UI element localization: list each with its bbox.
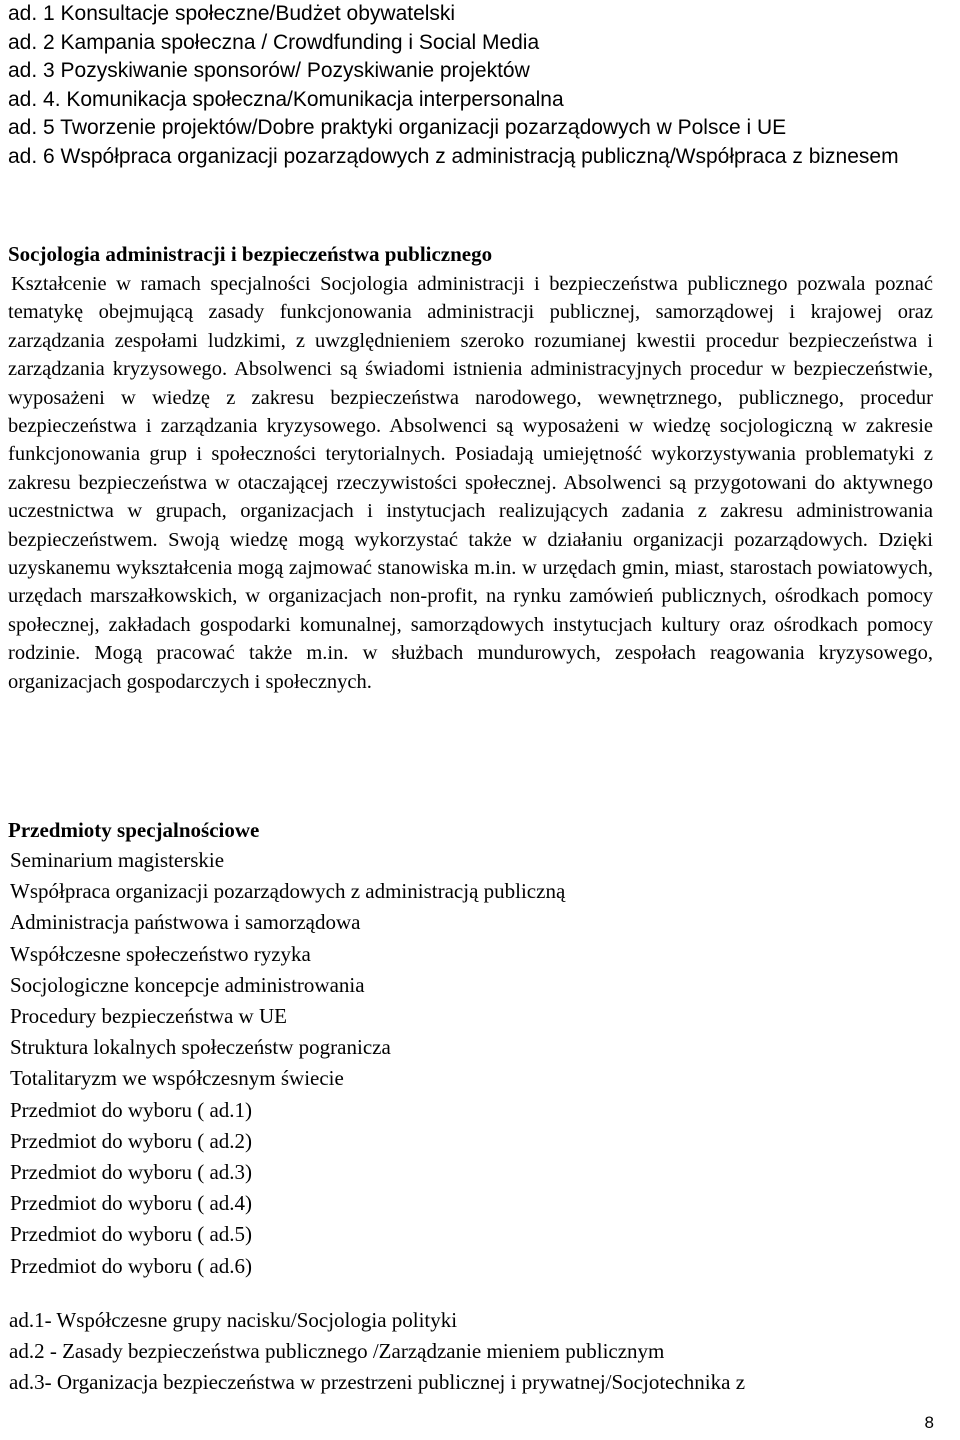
elective-option-3: ad. 3 Pozyskiwanie sponsorów/ Pozyskiwanie projektów bbox=[8, 59, 530, 83]
subject-item: Przedmiot do wyboru ( ad.1) bbox=[10, 1097, 253, 1122]
specialization-description: Kształcenie w ramach specjalności Socjologia administracji i bezpieczeństwa publicznego pozwala poznać tematykę obejmującą zasady funkcjonowania administracji publicznej, samorządowej i krajowej oraz zarządzania zespołami ludzkimi, z uwzględnieniem szeroko rozumianej kwestii procedur bezpieczeństwa i zarządzania kryzysowego. Absolwenci są świadomi istnienia administracyjnych procedur w bezpieczeństwie, wyposażeni w wiedzę z zakresu bezpieczeństwa narodowego, wewnętrznego, publicznego, procedur bezpieczeństwa i zarządzania kryzysowego. Absolwenci są wyposażeni w wiedzę socjologiczną w zakresie funkcjonowania grup i społeczności terytorialnych. Posiadają umiejętność wykorzystywania problematyki z zakresu bezpieczeństwa w otaczającej rzeczywistości społecznej. Absolwenci są przygotowani do aktywnego uczestnictwa w grupach, organizacjach i instytucjach realizujących zadania z zakresu administrowania bezpieczeństwem. Swoją wiedzę mogą wykorzystać także w działaniu organizacji pozarządowych. Dzięki uzyskanemu wykształcenia mogą zajmować stanowiska m.in. w urzędach gmin, miast, starostach powiatowych, urzędach marszałkowskich, w organizacjach non-profit, na rynku zamówień publicznych, ośrodkach pomocy społecznej, zakładach gospodarki komunalnej, samorządowych instytucjach kultury oraz ośrodkach pomocy rodzinie. Mogą pracować także m.in. w służbach mundurowych, zespołach reagowania kryzysowego, organizacjach gospodarczych i społecznych. bbox=[8, 273, 933, 693]
subject-item: Przedmiot do wyboru ( ad.4) bbox=[10, 1191, 253, 1216]
subject-item: Przedmiot do wyboru ( ad.2) bbox=[10, 1128, 253, 1153]
subjects-heading: Przedmioty specjalnościowe bbox=[8, 818, 260, 842]
specialization-heading: Socjologia administracji i bezpieczeństwa publicznego bbox=[8, 242, 493, 266]
elective-options-list bbox=[8, 0, 958, 172]
elective-option-1: ad. 1 Konsultacje społeczne/Budżet obywatelski bbox=[8, 2, 456, 25]
subject-item: Totalitaryzm we współczesnym świecie bbox=[10, 1066, 344, 1091]
subject-item: Procedury bezpieczeństwa w UE bbox=[10, 1004, 287, 1029]
subjects-list bbox=[10, 845, 570, 1282]
elective-detail-2: ad.2 - Zasady bezpieczeństwa publicznego /Zarządzanie mieniem publicznym bbox=[9, 1339, 665, 1364]
subject-item: Przedmiot do wyboru ( ad.3) bbox=[10, 1160, 253, 1185]
elective-option-2: ad. 2 Kampania społeczna / Crowdfunding i Social Media bbox=[8, 30, 540, 54]
subject-item: Socjologiczne koncepcje administrowania bbox=[10, 972, 365, 997]
subject-item: Administracja państwowa i samorządowa bbox=[10, 910, 361, 935]
page-number: 8 bbox=[924, 1413, 934, 1432]
elective-details-list bbox=[9, 1305, 949, 1399]
subject-item: Przedmiot do wyboru ( ad.5) bbox=[10, 1222, 253, 1247]
elective-option-5: ad. 5 Tworzenie projektów/Dobre praktyki organizacji pozarządowych w Polsce i UE bbox=[8, 116, 787, 140]
elective-detail-3: ad.3- Organizacja bezpieczeństwa w przestrzeni publicznej i prywatnej/Socjotechnika z bbox=[9, 1370, 746, 1395]
subject-item: Seminarium magisterskie bbox=[10, 848, 225, 872]
elective-option-6: ad. 6 Współpraca organizacji pozarządowych z administracją publiczną/Współpraca z biznesem bbox=[8, 144, 899, 168]
elective-option-4: ad. 4. Komunikacja społeczna/Komunikacja interpersonalna bbox=[8, 87, 564, 111]
subject-item: Współczesne społeczeństwo ryzyka bbox=[10, 941, 311, 966]
subject-item: Przedmiot do wyboru ( ad.6) bbox=[10, 1253, 253, 1278]
subject-item: Struktura lokalnych społeczeństw pogranicza bbox=[10, 1035, 391, 1060]
elective-detail-1: ad.1- Współczesne grupy nacisku/Socjologia polityki bbox=[9, 1308, 458, 1332]
subject-item: Współpraca organizacji pozarządowych z administracją publiczną bbox=[10, 879, 566, 904]
